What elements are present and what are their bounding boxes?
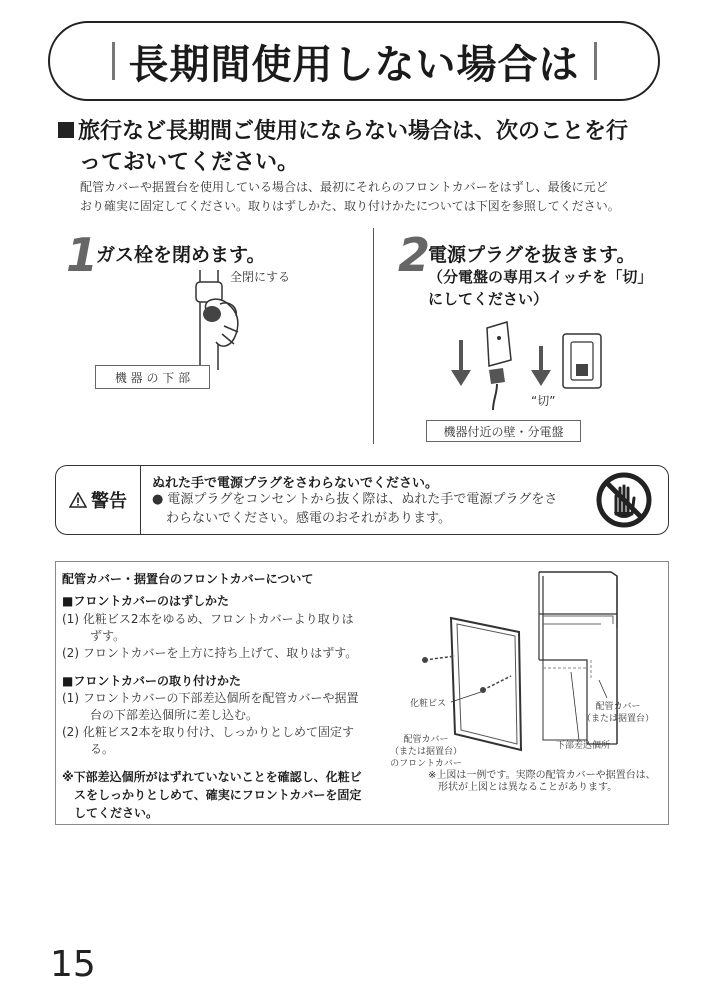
section-heading [58,116,688,178]
diagram-label-insert: 下部差込個所 [556,741,611,751]
warning-body [152,490,592,528]
diagram-label-front-2: （または据置台） [390,747,463,757]
remove-step-1: (1) 化粧ビス2本をゆるめ、フロントカバーより取りは [62,612,354,626]
fixing-note-line-3: してください。 [74,806,159,820]
step-2-subtitle [428,266,652,310]
warning-body-line-1: 電源プラグをコンセントから抜く際は、ぬれた手で電源プラグをさ [167,492,558,507]
gas-valve-hand-illustration [180,270,255,370]
step-2-subtitle-line-2: にしてください） [428,290,549,308]
remove-section-title: ■フロントカバーのはずしかた [62,594,229,608]
step-2-figure-label: “切” [531,394,556,408]
front-cover-info-box [55,561,669,825]
attach-step-1: (1) フロントカバーの下部差込個所を配管カバーや据置 [62,691,359,705]
heading-line-2: っておいてください。 [79,150,300,175]
warning-label: 警告 [91,491,127,512]
intro-text [80,178,680,216]
intro-line-2: おり確実に固定してください。取りはずしかた、取り付けかたについては下図を参照してください。 [80,199,620,213]
intro-line-1: 配管カバーや据置台を使用している場合は、最初にそれらのフロントカバーをはずし、最後に元ど [80,180,608,194]
step-1-figure-label: 全閉にする [230,270,291,284]
diagram-label-cover-1: 配管カバー [595,702,641,712]
diagram-label-cover-2: （または据置台） [582,714,655,724]
title-bar-right [594,42,597,80]
attach-step-1-cont: 台の下部差込個所に差し込む。 [90,708,259,722]
step-2-caption: 機器付近の壁・分電盤 [426,420,581,442]
step-2-title: 電源プラグを抜きます。 [428,244,636,266]
remove-step-1-cont: ずす。 [90,629,126,643]
fixing-note [62,768,402,822]
warning-box [55,465,669,535]
diagram-label-front-1: 配管カバー [403,735,449,745]
diagram-note-line-2: 形状が上図とは異なることがあります。 [438,782,618,793]
heading-line-1: 旅行など長期間ご使用にならない場合は、次のことを行 [78,119,629,144]
attach-section-title: ■フロントカバーの取り付けかた [62,674,241,688]
step-2-number: 2 [398,228,431,282]
diagram-note-line-1: ※上図は一例です。実際の配管カバーや据置台は、 [428,770,656,781]
fixing-note-line-1: ※下部差込個所がはずれていないことを確認し、化粧ビ [62,770,362,784]
step-divider [373,228,374,444]
info-title: 配管カバー・据置台のフロントカバーについて [62,572,314,586]
page-number: 15 [50,944,96,985]
step-1-title: ガス栓を閉めます。 [96,244,266,266]
warning-triangle-icon [69,492,87,508]
square-bullet-icon [58,122,74,138]
title-bar-left [112,42,115,80]
attach-step-2: (2) 化粧ビス2本を取り付け、しっかりとしめて固定す [62,725,354,739]
diagram-label-front-cover [390,734,462,770]
remove-steps [62,611,402,662]
remove-step-2: (2) フロントカバーを上方に持ち上げて、取りはずす。 [62,646,358,660]
diagram-label-screw: 化粧ビス [410,699,447,709]
attach-step-2-cont: る。 [90,742,115,756]
warning-headline: ぬれた手で電源プラグをさわらないでください。 [152,476,439,491]
no-wet-hands-icon [596,472,652,528]
diagram-note [428,770,656,794]
plug-and-switch-illustration [445,320,615,410]
warning-body-line-2: わらないでください。感電のおそれがあります。 [166,511,451,526]
bullet-icon: ● [152,492,164,507]
step-1-caption: 機 器 の 下 部 [95,365,210,389]
attach-steps [62,690,402,758]
diagram-label-front-3: のフロントカバー [390,759,462,769]
page-title: 長期間使用しない場合は [128,41,580,88]
step-2-subtitle-line-1: （分電盤の専用スイッチを「切」 [428,268,653,286]
warning-label-cell [56,466,141,534]
diagram-label-cover [582,701,654,725]
step-1-number: 1 [66,228,99,282]
fixing-note-line-2: スをしっかりとしめて、確実にフロントカバーを固定 [74,788,362,802]
front-cover-diagram [411,568,661,753]
title-banner [48,21,660,101]
